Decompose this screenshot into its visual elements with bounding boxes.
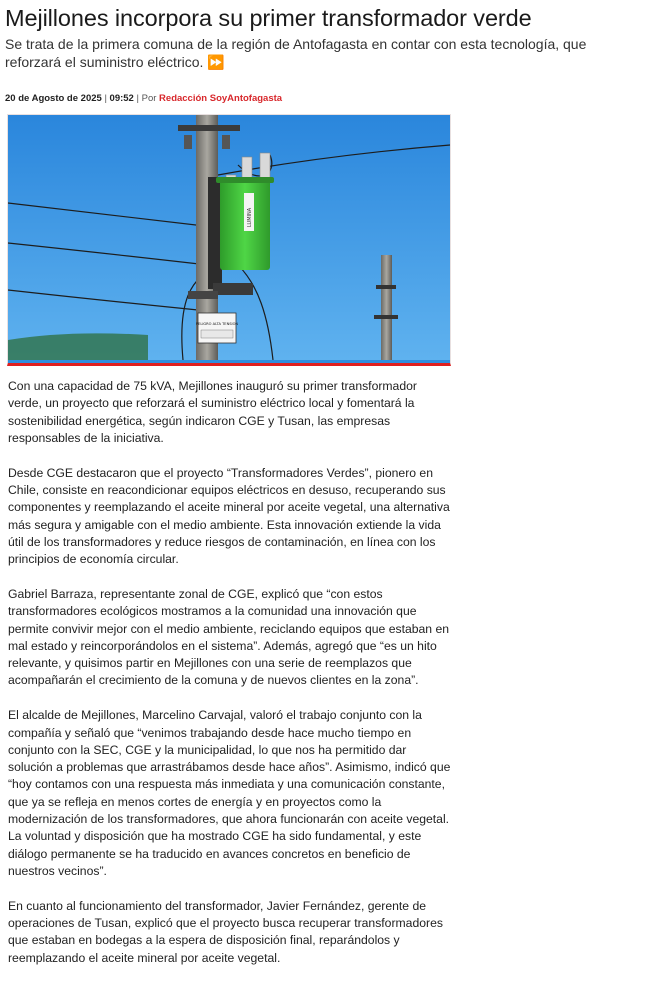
article-meta bbox=[5, 93, 645, 105]
publish-time: 09:52 bbox=[109, 93, 134, 104]
author-link[interactable]: Redacción SoyAntofagasta bbox=[159, 93, 283, 104]
article-paragraph: Gabriel Barraza, representante zonal de CGE, explicó que “con estos transformadores ecológicos mostramos a la comunidad una innovación que permite convivir mejor con el medio ambiente, reciclando equipos que estaban en mal estado y reincorporándolos en el sistema”. Además, agregó que “es un hito relevante, y quisimos partir en Mejillones con una serie de reemplazos que acompañarán el crecimiento de la comuna y de nuevos clientes en la zona”. bbox=[8, 586, 450, 688]
transformer-photo bbox=[8, 115, 450, 360]
publish-date: 20 de Agosto de 2025 bbox=[5, 93, 102, 104]
article-paragraph: El alcalde de Mejillones, Marcelino Carvajal, valoró el trabajo conjunto con la compañía y señaló que “venimos trabajando desde hace mucho tiempo en conjunto con la SEC, CGE y la municipalidad, lo que nos ha permitido dar solución a problemas que arrastrábamos desde hace años”. Asimismo, indicó que “hoy contamos con una respuesta más inmediata y una comunicación constante, que ya se refleja en menos cortes de energía y en proyectos como la modernización de los transformadores, que ahora funcionarán con aceite vegetal. La voluntad y disposición que ha mostrado CGE ha sido fundamental, y este diálogo permanente se ha traducido en avances concretos en beneficio de nuestros vecinos”. bbox=[8, 708, 451, 878]
article-paragraph: Desde CGE destacaron que el proyecto “Transformadores Verdes”, pionero en Chile, consiste en reacondicionar equipos eléctricos en desuso, recuperando sus componentes y reemplazando el aceite mineral por aceite vegetal, una alternativa más segura y amigable con el medio ambiente. Esta innovación extiende la vida útil de los transformadores y reduce riesgos de contaminación, en línea con los principios de economía circular. bbox=[8, 465, 450, 567]
transformer-label: LUMINA bbox=[247, 207, 253, 227]
hero-image bbox=[7, 114, 451, 366]
article-paragraph: Con una capacidad de 75 kVA, Mejillones inauguró su primer transformador verde, un proyecto que reforzará el suministro eléctrico local y fomentará la sostenibilidad energética, según indicaron CGE y Tusan, las empresas responsables de la iniciativa. bbox=[8, 379, 417, 445]
article-paragraph: En cuanto al funcionamiento del transformador, Javier Fernández, gerente de operaciones de Tusan, explicó que el proyecto busca recuperar transformadores que estaban en bodegas a la espera de disposición final, reparándolos y reemplazando el aceite mineral por aceite vegetal. bbox=[8, 898, 443, 965]
article-subtitle: Se trata de la primera comuna de la región de Antofagasta en contar con esta tecnología, que reforzará el suministro eléctrico. ⏩ bbox=[5, 36, 587, 70]
article-headline: Mejillones incorpora su primer transformador verde bbox=[5, 5, 532, 31]
warning-plate-text: PELIGRO ALTA TENSION bbox=[195, 322, 239, 326]
meta-separator: | bbox=[104, 93, 110, 104]
by-label: Por bbox=[141, 93, 157, 104]
article-body bbox=[8, 378, 454, 984]
meta-separator: | bbox=[136, 93, 142, 104]
